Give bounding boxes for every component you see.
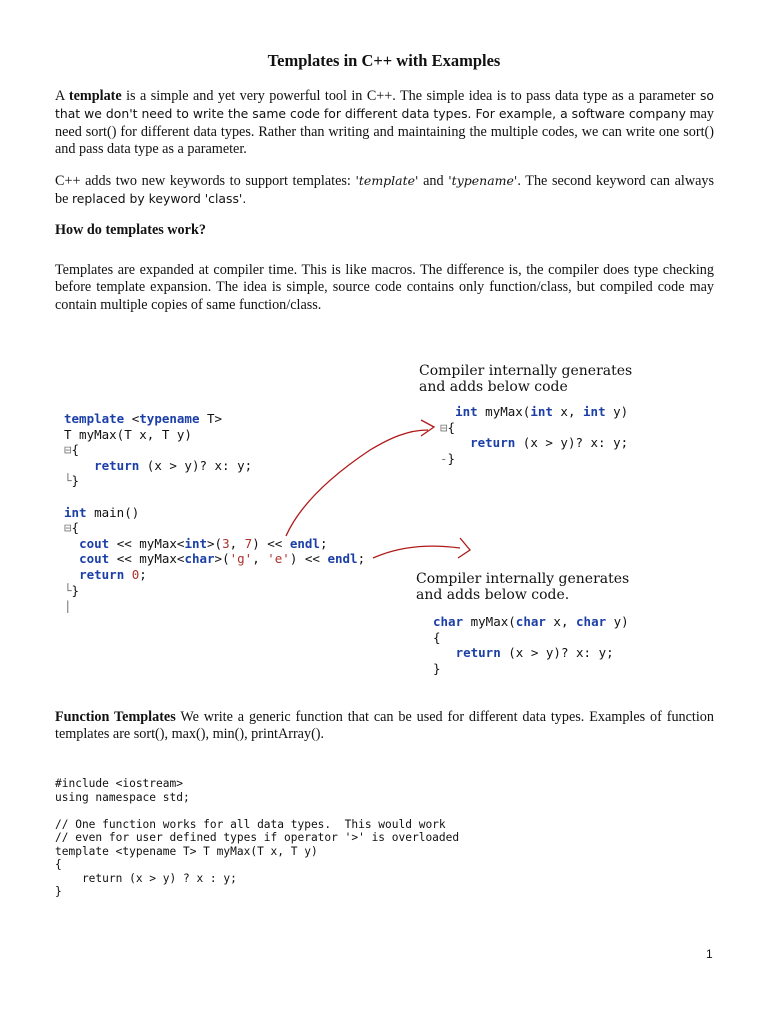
- keywords-text-a: C++ adds two new keywords to support templates:: [55, 173, 356, 189]
- arrow-to-int-code: [286, 430, 428, 536]
- intro-text-a: A: [55, 88, 69, 104]
- function-templates-paragraph: [55, 709, 714, 744]
- figure-label-2-line-2: and adds below code.: [416, 587, 570, 603]
- keywords-text-c: replaced by keyword 'class'.: [71, 191, 247, 207]
- intro-template-term: template: [68, 88, 122, 104]
- function-templates-text: We write a generic function that can be used for different data types. Examples of function templates are sort(), max(), min(), printArray().: [55, 709, 714, 743]
- intro-text-c: so that we don't need to write the same code for different data types. For example, a software company: [55, 88, 714, 122]
- arrow-head-1: [421, 420, 434, 436]
- source-code-block: template <typename T> T myMax(T x, T y) ⊟{ return (x > y)? x: y; └} int main() ⊟{ cout << myMax<int>(3, 7) << endl; cout << myMax<char>('g', 'e') << endl; return 0; └} |: [64, 411, 366, 614]
- arrow-to-char-code: [373, 546, 460, 558]
- figure-label-2-line-1: Compiler internally generates: [416, 571, 630, 587]
- page-title: Templates in C++ with Examples: [267, 51, 501, 70]
- keywords-text-b: . The second keyword can always be: [55, 173, 714, 208]
- code-example: #include <iostream> using namespace std; // One function works for all data types. This would work // even for user defined types if operator '>' is overloaded template <typename T> T myMax(T x, T y) { return (x > y) ? x : y; }: [55, 777, 460, 898]
- function-templates-term: Function Templates: [55, 709, 176, 725]
- keywords-and: and: [418, 173, 449, 189]
- keyword-template: 'template': [355, 173, 419, 188]
- template-expansion-figure: [40, 350, 740, 690]
- keywords-paragraph: [55, 172, 714, 209]
- intro-text-b: is a simple and yet very powerful tool in C++. The simple idea is to pass data type as a parameter: [121, 88, 696, 104]
- intro-paragraph: [55, 87, 714, 158]
- generated-int-code: int myMax(int x, int y) ⊟{ return (x > y)? x: y; -}: [440, 404, 629, 466]
- figure-label-1-line-2: and adds below code: [419, 379, 568, 395]
- figure-label-1-line-1: Compiler internally generates: [419, 363, 633, 379]
- generated-char-code: char myMax(char x, char y) { return (x > y)? x: y; }: [433, 614, 629, 676]
- section-heading: How do templates work?: [55, 222, 206, 238]
- explanation-paragraph: Templates are expanded at compiler time. This is like macros. The difference is, the compiler does type checking before template expansion. The idea is simple, source code contains only function/class, but compiled code may contain multiple copies of same function/class.: [55, 262, 714, 313]
- keyword-typename: 'typename': [448, 173, 518, 188]
- figure-arrows: [40, 350, 740, 690]
- intro-text-d: may need sort() for different data types. Rather than writing and maintaining the multiple codes, we can write one sort() and pass data type as a parameter.: [55, 106, 715, 157]
- page-number: 1: [706, 947, 713, 961]
